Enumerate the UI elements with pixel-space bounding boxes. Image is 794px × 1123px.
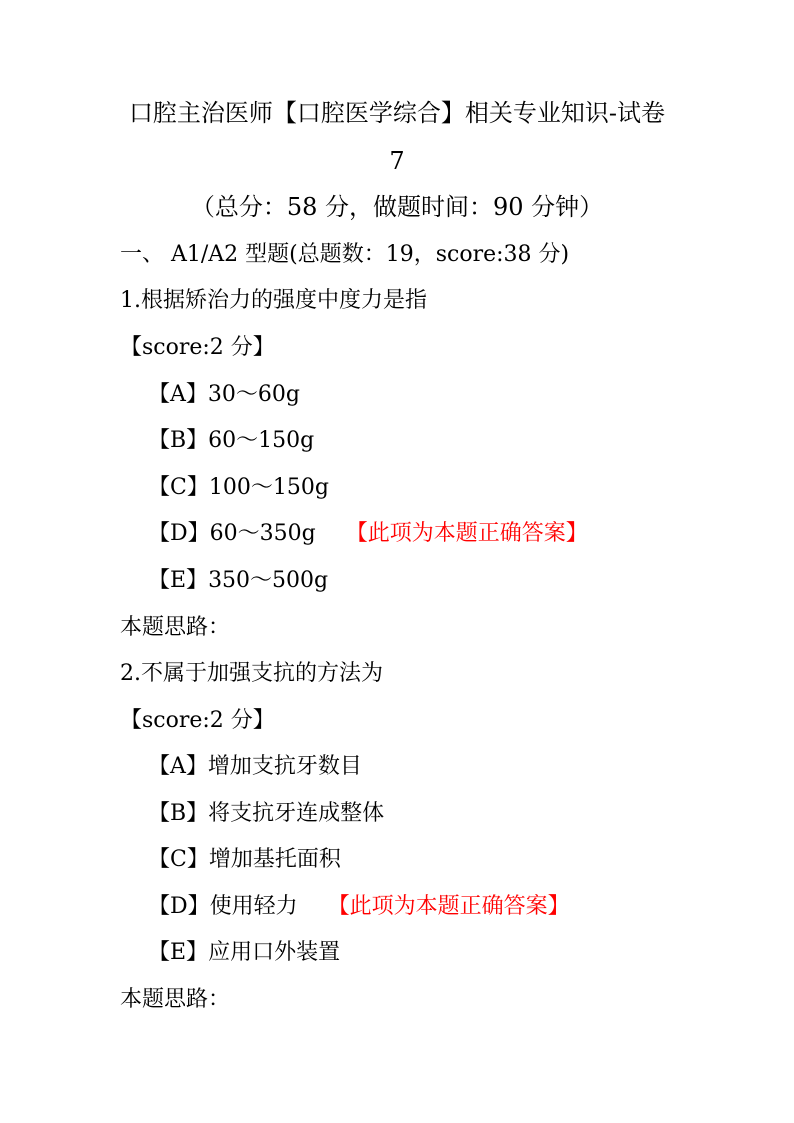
document-title-line-2: 7 [389,147,405,175]
question-2-option-d [148,892,570,922]
question-2-option-b [148,799,384,829]
question-1-explanation-label: 本题思路： [120,615,231,640]
option-text: 增加基托面积 [208,847,341,872]
option-label: 【E】 [148,568,209,593]
option-label: 【A】 [148,754,208,779]
question-1-option-a [148,380,300,410]
option-text: 350～500g [208,568,329,593]
option-text: 60～150g [208,428,315,453]
correct-answer-tag: 【此项为本题正确答案】 [327,894,570,919]
question-2-stem: 2.不属于加强支抗的方法为 [120,661,383,686]
correct-answer-tag: 【此项为本题正确答案】 [345,521,588,546]
option-label: 【D】 [148,894,210,919]
option-label: 【B】 [148,428,209,453]
option-label: 【C】 [148,847,209,872]
question-2-score: 【score:2 分】 [120,708,275,733]
option-label: 【B】 [148,801,209,826]
question-2-explanation-label: 本题思路： [120,987,231,1012]
document-summary: （总分：58 分，做题时间：90 分钟） [190,193,604,221]
question-1-stem: 1.根据矫治力的强度中度力是指 [120,288,427,313]
question-1-option-c [148,473,329,503]
question-2-option-a [148,752,362,782]
option-text: 应用口外装置 [208,940,341,965]
option-text: 将支抗牙连成整体 [208,801,385,826]
question-1-option-b [148,426,314,456]
question-1-option-d [148,519,588,549]
option-label: 【A】 [148,382,208,407]
option-text: 使用轻力 [209,894,298,919]
option-label: 【D】 [148,521,210,546]
question-2-option-c [148,845,341,875]
option-text: 100～150g [208,475,329,500]
question-1-option-e [148,566,328,596]
option-label: 【C】 [148,475,209,500]
option-label: 【E】 [148,940,209,965]
document-title-line-1: 口腔主治医师【口腔医学综合】相关专业知识-试卷 [128,99,666,127]
section-heading: 一、 A1/A2 型题(总题数：19，score:38 分) [120,242,570,267]
question-2-option-e [148,938,340,968]
option-text: 60～350g [209,521,316,546]
option-text: 30～60g [207,382,300,407]
option-text: 增加支抗牙数目 [207,754,362,779]
question-1-score: 【score:2 分】 [120,335,275,360]
